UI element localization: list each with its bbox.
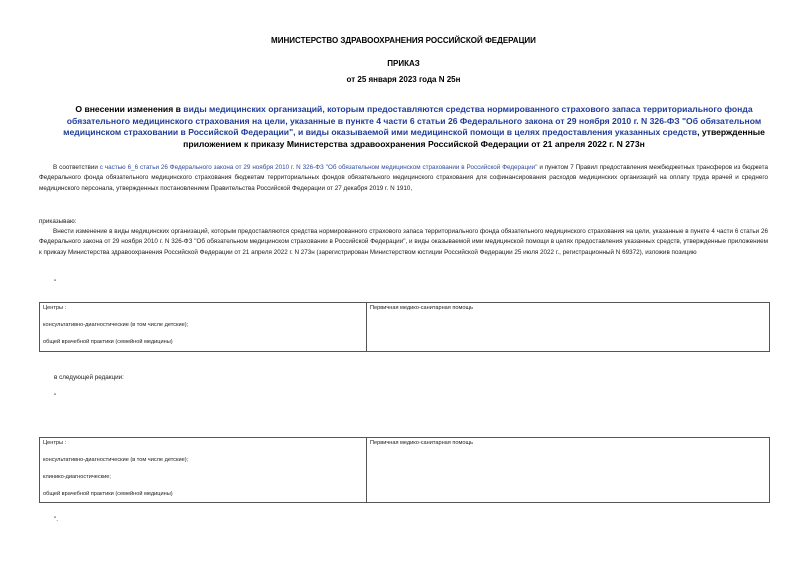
body-paragraph: Внести изменение в виды медицинских организаций, которым предоставляются средства нормированного страхового запаса территориального фонда обязательного медицинского страхования на цели, указанные в пункте 4 части 6 статьи 26 Федерального закона от 29 ноября 2010 г. N 326-ФЗ "Об обязательном медицинском страховании в Российской Федерации", и виды оказываемой ими медицинской помощи в целях предоставления указанных средств, утвержденные приложением к приказу Министерства здравоохранения Российской Федерации от 21 апреля 2022 г. N 273н (зарегистрирован Министерством юстиции Российской Федерации 25 июля 2022 г., регистрационный N 69372), изложив позицию xyxy=(39,228,768,256)
title-link[interactable]: виды медицинских организаций, которым предоставляются средства нормированного страхового запаса территориального фонда обязательного медицинского страхования на цели, указанные в пункте 4 части 6 статьи 26 Федерального закона от 29 ноября 2010 г. N 326-ФЗ "Об обязательном медицинском страховании в Российской Федерации", и виды оказываемой ими медицинской помощи в целях предоставления указанных средств xyxy=(63,104,762,138)
title-part-3: , утвержденные приложением к приказу Министерства здравоохранения Российской Федерации от 21 апреля 2022 г. N 273н xyxy=(183,127,765,149)
quote-open-2: " xyxy=(54,393,57,400)
quote-open-1: " xyxy=(54,279,57,286)
table-cell-left xyxy=(40,303,367,352)
preamble-law-link[interactable]: с частью 6_6 статьи 26 Федерального закона от 29 ноября 2010 г. N 326-ФЗ "Об обязательном медицинском страховании в Российской Федерации" xyxy=(99,164,538,171)
table-row xyxy=(40,438,770,503)
table-cell-right: Первичная медико-санитарная помощь xyxy=(367,438,770,503)
document-title xyxy=(58,104,770,150)
table-line: общей врачебной практики (семейной медицины) xyxy=(43,491,173,497)
order-word: приказываю: xyxy=(39,218,77,225)
preamble-paragraph xyxy=(39,163,768,194)
table-line: Центры : xyxy=(43,305,67,311)
table-cell-right: Первичная медико-санитарная помощь xyxy=(367,303,770,352)
position-table-new xyxy=(39,437,770,503)
table-line: общей врачебной практики (семейной медицины) xyxy=(43,339,173,345)
table-row xyxy=(40,303,770,352)
table-line: консультативно-диагностические (в том числе детские); xyxy=(43,457,189,463)
doc-type-heading: ПРИКАЗ xyxy=(387,59,420,68)
quote-close-2: ". xyxy=(54,516,58,523)
table-cell-left xyxy=(40,438,367,503)
position-table-old xyxy=(39,302,770,352)
table-line: клинико-диагностические; xyxy=(43,474,111,480)
title-part-1: О внесении изменения в xyxy=(75,104,184,114)
table-line: консультативно-диагностические (в том числе детские); xyxy=(43,322,189,328)
new-wording-label: в следующей редакции: xyxy=(54,374,124,381)
preamble-text-2: и пунктом 7 Правил предоставления межбюджетных трансферов из бюджета Федерального фонда обязательного медицинского страхования бюджетам территориальных фондов обязательного медицинского страхования для софинансирования расходов медицинских организаций на оплату труда врачей и среднего медицинского персонала, утвержденных постановлением Правительства Российской Федерации от 27 декабря 2019 г. N 1910, xyxy=(39,164,768,192)
table-line: Центры : xyxy=(43,440,67,446)
ministry-heading: МИНИСТЕРСТВО ЗДРАВООХРАНЕНИЯ РОССИЙСКОЙ ФЕДЕРАЦИИ xyxy=(271,36,536,45)
doc-date-number: от 25 января 2023 года N 25н xyxy=(346,75,461,84)
preamble-text-1: В соответствии xyxy=(53,164,100,171)
